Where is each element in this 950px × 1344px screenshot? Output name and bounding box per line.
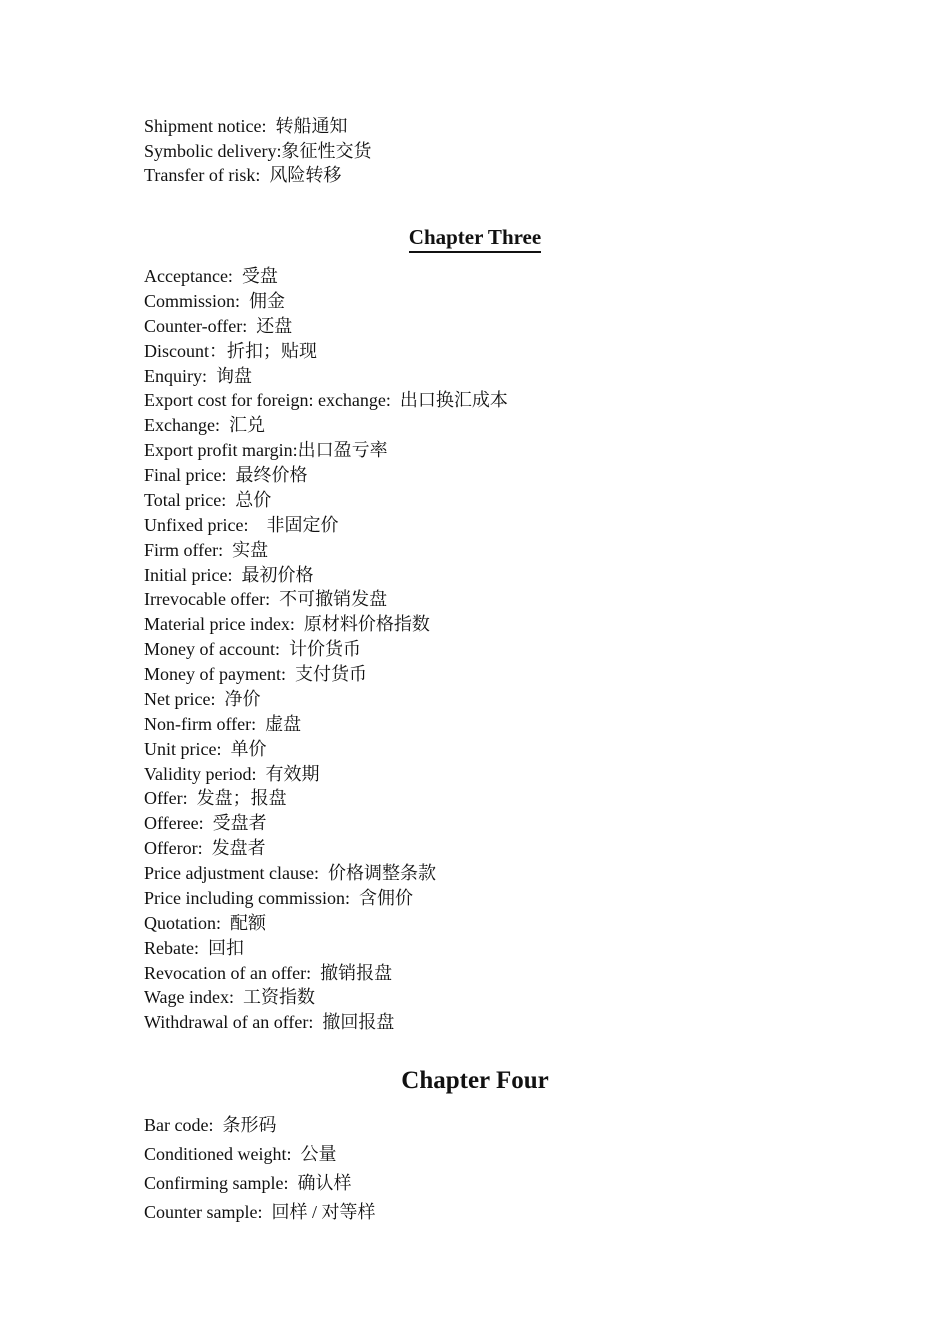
chapter-three-title: Chapter Three [409,224,541,253]
term-line: Net price: 净价 [144,688,261,709]
term-line: Wage index: 工资指数 [144,987,316,1008]
term-line: Irrevocable offer: 不可撤销发盘 [144,589,388,610]
term-line: Acceptance: 受盘 [144,266,278,286]
term-line: Exchange: 汇兑 [144,415,265,436]
term-line: Revocation of an offer: 撤销报盘 [144,962,393,983]
term-line: Total price: 总价 [144,489,272,510]
term-line: Quotation: 配额 [144,912,266,933]
chapter-four-term-list [144,1111,844,1227]
term-line: Firm offer: 实盘 [144,539,269,560]
chapter-three-term-list [144,264,844,1035]
term-line: Final price: 最终价格 [144,465,308,485]
term-line: Unit price: 单价 [144,738,267,759]
term-line: Counter sample: 回样 / 对等样 [144,1202,376,1222]
term-line: Non-firm offer: 虚盘 [144,713,302,734]
term-line: Unfixed price: 非固定价 [144,514,339,535]
term-line: Counter-offer: 还盘 [144,315,293,336]
term-line: Symbolic delivery:象征性交货 [144,140,372,161]
term-line: Bar code: 条形码 [144,1115,277,1135]
term-line: Enquiry: 询盘 [144,365,252,386]
term-line: Offeror: 发盘者 [144,838,266,859]
term-line: Initial price: 最初价格 [144,564,314,585]
chapter-four-heading: Chapter Four [401,1067,549,1094]
term-line: Offeree: 受盘者 [144,813,267,834]
term-line: Export cost for foreign: exchange: 出口换汇成本 [144,390,508,411]
term-line: Transfer of risk: 风险转移 [144,165,342,186]
term-line: Shipment notice: 转船通知 [144,116,348,136]
term-line: Price adjustment clause: 价格调整条款 [144,863,436,883]
term-line: Money of account: 计价货币 [144,639,361,660]
term-line: Material price index: 原材料价格指数 [144,614,430,635]
term-line: Money of payment: 支付货币 [144,664,367,684]
term-line: Discount：折扣；贴现 [144,340,317,361]
intro-term-list [144,114,844,188]
chapter-three-heading [0,222,950,253]
term-line: Commission: 佣金 [144,290,286,311]
term-line: Rebate: 回扣 [144,937,244,958]
term-line: Offer: 发盘；报盘 [144,788,287,809]
term-line: Withdrawal of an offer: 撤回报盘 [144,1012,395,1033]
term-line: Validity period: 有效期 [144,763,320,784]
term-line: Export profit margin:出口盈亏率 [144,440,388,461]
term-line: Conditioned weight: 公量 [144,1144,337,1164]
term-line: Confirming sample: 确认样 [144,1173,352,1193]
term-line: Price including commission: 含佣价 [144,887,413,908]
